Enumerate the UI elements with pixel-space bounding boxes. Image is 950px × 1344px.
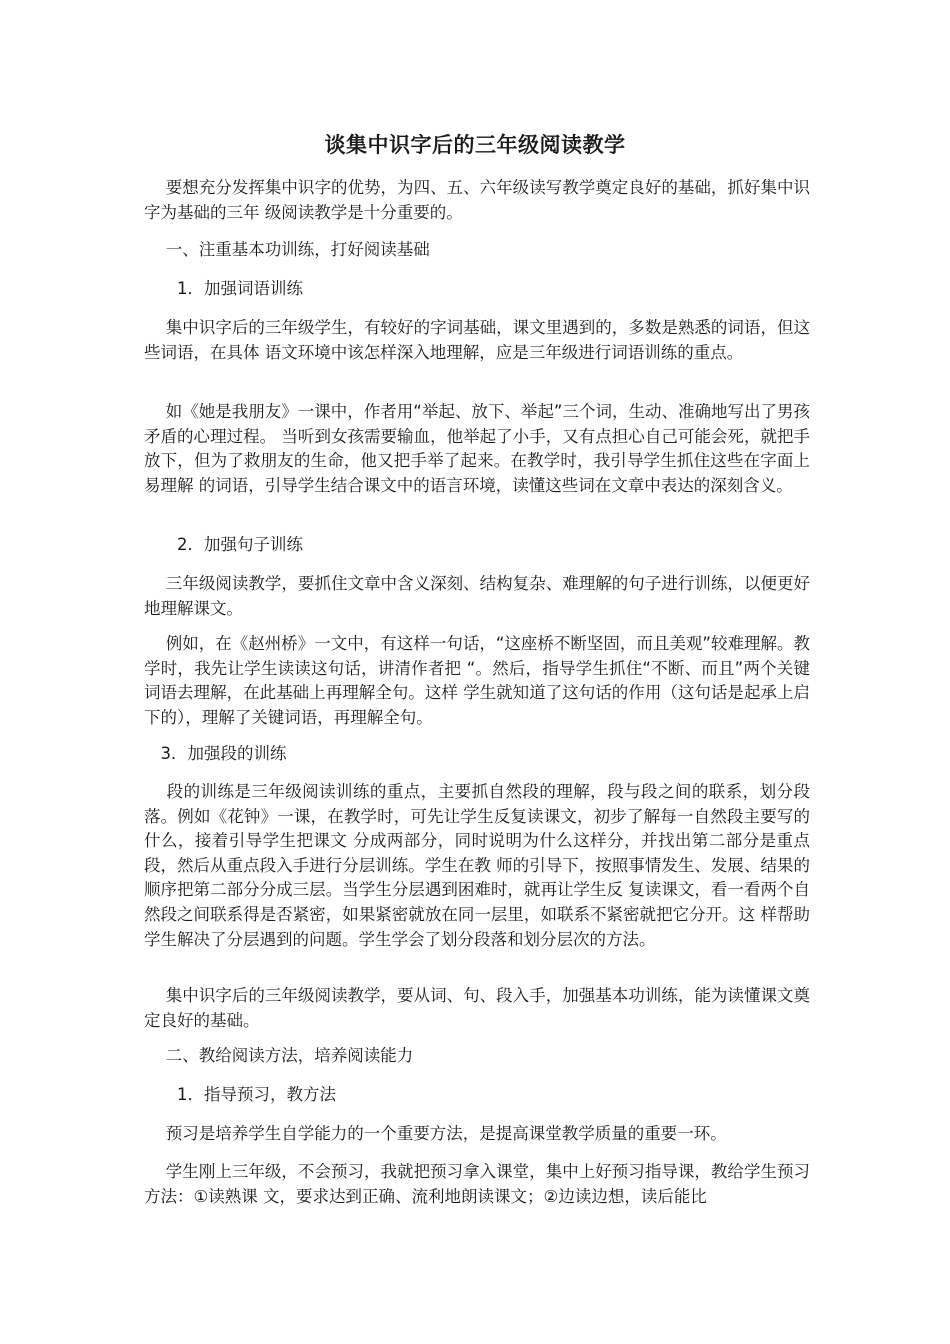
paragraph-preview: 预习是培养学生自学能力的一个重要方法，是提高课堂教学质量的重要一环。	[144, 1124, 727, 1143]
paragraph-intro: 要想充分发挥集中识字的优势，为四、五、六年级读写教学奠定良好的基础，抓好集中识字为基础的三年 级阅读教学是十分重要的。	[144, 178, 810, 222]
paragraph-sentence-example: 例如，在《赵州桥》一文中，有这样一句话，“这座桥不断坚固，而且美观”较难理解。教学时，我先让学生读读这句话，讲清作者把 “。然后，指导学生抓住“不断、而且”两个关键词语去理解，在此基础上再理解全句。这样 学生就知道了这句话的作用（这句话是起承上启下的），理解了关键词语，再理解全句。	[144, 634, 810, 727]
subheading-1-3: 3．加强段的训练	[144, 744, 287, 763]
paragraph-sentence-training: 三年级阅读教学，要抓住文章中含义深刻、结构复杂、难理解的句子进行训练，以便更好地理解课文。	[144, 574, 810, 618]
section-heading-1: 一、注重基本功训练，打好阅读基础	[144, 240, 430, 259]
subheading-2-1: 1．指导预习，教方法	[144, 1085, 336, 1104]
subheading-1-2: 2．加强句子训练	[144, 535, 303, 554]
paragraph-preview-method: 学生刚上三年级，不会预习，我就把预习拿入课堂，集中上好预习指导课，教给学生预习方法：①读熟课 文，要求达到正确、流利地朗读课文；②边读边想，读后能比	[144, 1162, 810, 1206]
document-title: 谈集中识字后的三年级阅读教学	[324, 133, 626, 157]
paragraph-word-training: 集中识字后的三年级学生，有较好的字词基础，课文里遇到的，多数是熟悉的词语，但这些词语，在具体 语文环境中该怎样深入地理解，应是三年级进行词语训练的重点。	[144, 318, 810, 362]
paragraph-word-example: 如《她是我朋友》一课中，作者用“举起、放下、举起”三个词，生动、准确地写出了男孩矛盾的心理过程。 当听到女孩需要输血，他举起了小手，又有点担心自己可能会死，就把手放下，但为了救朋友的生命，他又把手举了起来。在教学时，我引导学生抓住这些在字面上易理解 的词语，引导学生结合课文中的语言环境，读懂这些词在文章中表达的深刻含义。	[144, 402, 810, 495]
paragraph-summary: 集中识字后的三年级阅读教学，要从词、句、段入手，加强基本功训练，能为读懂课文奠定良好的基础。	[144, 986, 810, 1030]
paragraph-section-training: 段的训练是三年级阅读训练的重点，主要抓自然段的理解，段与段之间的联系，划分段落。例如《花钟》一课，在教学时，可先让学生反复读课文，初步了解每一自然段主要写的什么，接着引导学生把课文 分成两部分，同时说明为什么这样分，并找出第二部分是重点段，然后从重点段入手进行分层训练。学生在教 师的引导下，按照事情发生、发展、结果的顺序把第二部分分成三层。当学生分层遇到困难时，就再让学生反 复读课文，看一看两个自然段之间联系得是否紧密，如果紧密就放在同一层里，如联系不紧密就把它分开。这 样帮助学生解决了分层遇到的问题。学生学会了划分段落和划分层次的方法。	[144, 782, 810, 949]
section-heading-2: 二、教给阅读方法，培养阅读能力	[144, 1046, 414, 1065]
subheading-1-1: 1．加强词语训练	[144, 279, 303, 298]
